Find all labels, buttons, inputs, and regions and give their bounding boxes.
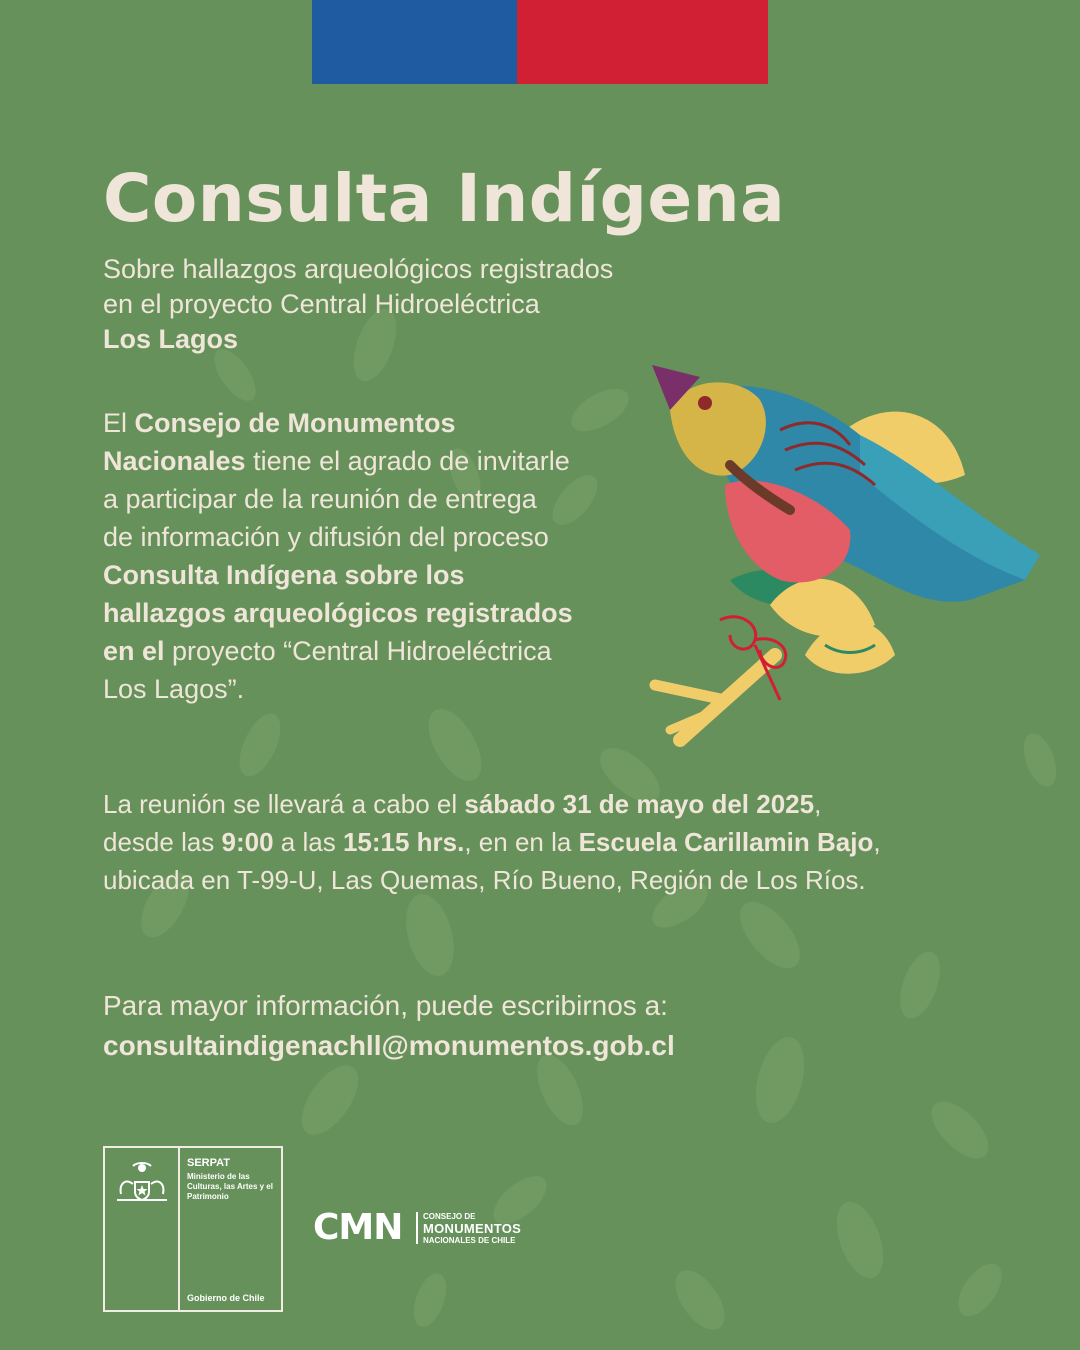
- meeting-start-time: 9:00: [221, 827, 274, 857]
- invitation-body: tiene el agrado de invitarle a participar de la reunión de entrega de información y difusión del proceso: [103, 446, 570, 552]
- cmn-logo-line-2: MONUMENTOS: [423, 1221, 522, 1236]
- serpat-ministry: Ministerio de las Culturas, las Artes y el Patrimonio: [187, 1172, 273, 1201]
- cmn-logo-line-1: CONSEJO DE: [423, 1212, 476, 1221]
- meeting-to: a las: [273, 827, 343, 857]
- subtitle-line-3: Los Lagos: [103, 324, 239, 354]
- process-name: Consulta Indígena sobre los hallazgos arqueológicos registrados en el: [103, 560, 573, 666]
- cmn-logo-mark: CMN: [313, 1207, 403, 1248]
- page-title: Consulta Indígena: [103, 160, 786, 237]
- invitation-intro: El: [103, 408, 135, 438]
- meeting-details: [103, 785, 1003, 899]
- subtitle-line-2: en el proyecto Central Hidroeléctrica: [103, 289, 540, 319]
- meeting-from: desde las: [103, 827, 222, 857]
- organization-name: Consejo de Monumentos Nacionales: [103, 408, 456, 476]
- contact-email-link[interactable]: consultaindigenachll@monumentos.gob.cl: [103, 1030, 675, 1061]
- meeting-line-1: [103, 785, 1003, 823]
- contact-label: Para mayor información, puede escribirnos a:: [103, 990, 668, 1021]
- meeting-at: , en en la: [464, 827, 579, 857]
- invitation-paragraph: [103, 404, 573, 708]
- cmn-logo-divider: [416, 1212, 418, 1244]
- meeting-intro: La reunión se llevará a cabo el: [103, 789, 465, 819]
- contact-section: [103, 986, 1003, 1066]
- coat-of-arms-icon: [115, 1158, 169, 1202]
- meeting-line-2: [103, 823, 1003, 861]
- meeting-comma-2: ,: [873, 827, 881, 857]
- meeting-location: ubicada en T-99-U, Las Quemas, Río Bueno, Región de Los Ríos.: [103, 865, 866, 895]
- meeting-date: sábado 31 de mayo del 2025: [464, 789, 815, 819]
- serpat-logo: [103, 1146, 283, 1312]
- serpat-name: SERPAT: [187, 1157, 230, 1169]
- meeting-end-time: 15:15 hrs.: [342, 827, 465, 857]
- subtitle: [103, 252, 803, 357]
- cmn-logo-line-3: NACIONALES DE CHILE: [423, 1236, 516, 1245]
- serpat-divider: [178, 1148, 180, 1310]
- invitation-project: proyecto “Central Hidroeléctrica Los Lagos”.: [103, 636, 552, 704]
- meeting-comma: ,: [814, 789, 822, 819]
- bird-on-branch-icon: [630, 355, 1050, 755]
- subtitle-line-1: Sobre hallazgos arqueológicos registrados: [103, 254, 614, 284]
- meeting-venue: Escuela Carillamin Bajo: [578, 827, 874, 857]
- serpat-government: Gobierno de Chile: [187, 1293, 265, 1303]
